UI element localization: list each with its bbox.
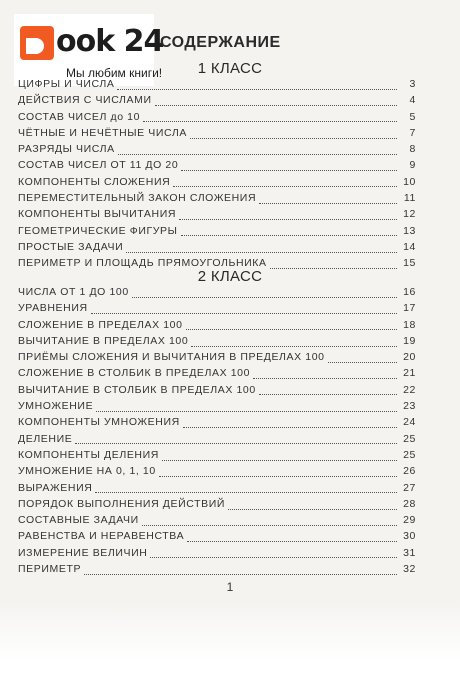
toc-entry-page: 20 (403, 351, 416, 364)
toc-entry-page: 24 (403, 416, 416, 429)
toc-list-grade-2 (18, 286, 416, 579)
toc-entry (18, 208, 416, 224)
toc-entry (18, 547, 416, 563)
toc-entry-page: 9 (409, 159, 416, 172)
toc-entry-title: ПОРЯДОК ВЫПОЛНЕНИЯ ДЕЙСТВИЙ (18, 497, 225, 510)
toc-entry-page: 13 (403, 224, 416, 237)
toc-entry-title: КОМПОНЕНТЫ УМНОЖЕНИЯ (18, 416, 180, 429)
toc-entry (18, 465, 416, 481)
toc-entry-page: 21 (403, 367, 416, 380)
toc-entry-title: СОСТАВ ЧИСЕЛ ОТ 11 ДО 20 (18, 159, 179, 172)
toc-entry-title: КОМПОНЕНТЫ СЛОЖЕНИЯ (18, 175, 171, 188)
logo-b-mark-icon (20, 26, 54, 60)
toc-entry-title: ПЕРИМЕТР И ПЛОЩАДЬ ПРЯМОУГОЛЬНИКА (18, 257, 267, 270)
toc-entry-title: ПРИЁМЫ СЛОЖЕНИЯ И ВЫЧИТАНИЯ В ПРЕДЕЛАХ 100 (18, 351, 325, 364)
toc-entry-page: 15 (403, 257, 416, 270)
toc-entry-title: ПЕРЕМЕСТИТЕЛЬНЫЙ ЗАКОН СЛОЖЕНИЯ (18, 192, 257, 205)
toc-leader-dots (75, 443, 397, 444)
toc-leader-dots (150, 557, 397, 558)
toc-entry-title: КОМПОНЕНТЫ ВЫЧИТАНИЯ (18, 208, 177, 221)
toc-entry (18, 302, 416, 318)
toc-entry-page: 10 (403, 175, 416, 188)
toc-entry-page: 8 (409, 143, 416, 156)
toc-entry (18, 286, 416, 302)
toc-entry-page: 30 (403, 530, 416, 543)
toc-entry (18, 94, 416, 110)
toc-entry (18, 335, 416, 351)
toc-entry-title: УМНОЖЕНИЕ (18, 400, 94, 413)
toc-entry-title: ПРОСТЫЕ ЗАДАЧИ (18, 240, 124, 253)
toc-leader-dots (162, 460, 397, 461)
toc-entry-title: ЧЁТНЫЕ И НЕЧЁТНЫЕ ЧИСЛА (18, 126, 187, 139)
toc-leader-dots (191, 346, 397, 347)
toc-entry-page: 28 (403, 497, 416, 510)
toc-entry (18, 78, 416, 94)
toc-entry-page: 29 (403, 514, 416, 527)
toc-leader-dots (186, 329, 397, 330)
toc-leader-dots (183, 427, 397, 428)
logo-brand-row (20, 22, 164, 62)
toc-leader-dots (95, 492, 397, 493)
toc-entry-page: 18 (403, 318, 416, 331)
toc-leader-dots (84, 574, 397, 575)
toc-entry-page: 4 (409, 94, 416, 107)
toc-leader-dots (155, 105, 397, 106)
toc-leader-dots (228, 509, 397, 510)
toc-entry-title: СОСТАВНЫЕ ЗАДАЧИ (18, 514, 139, 527)
toc-entry-title: ЦИФРЫ И ЧИСЛА (18, 78, 115, 90)
toc-entry-title: ПЕРИМЕТР (18, 563, 82, 576)
toc-entry-page: 14 (403, 240, 416, 253)
toc-entry-title: СОСТАВ ЧИСЕЛ до 10 (18, 110, 141, 123)
toc-leader-dots (91, 313, 397, 314)
toc-entry-page: 12 (403, 208, 416, 221)
toc-leader-dots (173, 186, 397, 187)
toc-entry-title: УМНОЖЕНИЕ НА 0, 1, 10 (18, 465, 156, 478)
toc-entry (18, 319, 416, 335)
toc-leader-dots (179, 219, 397, 220)
toc-entry-title: СЛОЖЕНИЕ В ПРЕДЕЛАХ 100 (18, 318, 183, 331)
toc-entry (18, 111, 416, 127)
toc-entry (18, 400, 416, 416)
toc-leader-dots (181, 170, 397, 171)
toc-entry-title: КОМПОНЕНТЫ ДЕЛЕНИЯ (18, 448, 159, 461)
toc-entry (18, 416, 416, 432)
toc-entry-page: 31 (403, 546, 416, 559)
toc-entry-title: УРАВНЕНИЯ (18, 302, 88, 315)
toc-entry-page: 19 (403, 334, 416, 347)
toc-entry-title: ВЫЧИТАНИЕ В ПРЕДЕЛАХ 100 (18, 334, 189, 347)
section-title-grade-1: 1 КЛАСС (197, 60, 263, 77)
toc-leader-dots (253, 378, 397, 379)
toc-entry (18, 514, 416, 530)
toc-entry-page: 16 (403, 286, 416, 298)
toc-entry-page: 22 (403, 383, 416, 396)
toc-heading: СОДЕРЖАНИЕ (160, 34, 281, 51)
toc-entry (18, 143, 416, 159)
toc-entry (18, 351, 416, 367)
toc-list-grade-1 (18, 78, 416, 274)
toc-leader-dots (117, 89, 397, 90)
toc-entry (18, 192, 416, 208)
toc-leader-dots (190, 138, 397, 139)
toc-entry-title: РАЗРЯДЫ ЧИСЛА (18, 143, 115, 156)
page-number: 1 (226, 580, 234, 594)
toc-entry (18, 530, 416, 546)
toc-entry-title: ДЕЙСТВИЯ С ЧИСЛАМИ (18, 94, 152, 107)
toc-entry-page: 32 (403, 563, 416, 576)
toc-entry (18, 241, 416, 257)
toc-entry-page: 11 (403, 192, 416, 205)
toc-entry (18, 563, 416, 579)
toc-entry-page: 17 (403, 302, 416, 315)
toc-entry-title: РАВЕНСТВА И НЕРАВЕНСТВА (18, 530, 185, 543)
toc-entry-page: 5 (409, 110, 416, 123)
toc-entry-title: ГЕОМЕТРИЧЕСКИЕ ФИГУРЫ (18, 224, 178, 237)
logo-brand-text: ook 24 (56, 24, 164, 59)
toc-entry (18, 384, 416, 400)
toc-entry (18, 127, 416, 143)
toc-leader-dots (159, 476, 397, 477)
toc-leader-dots (259, 394, 397, 395)
toc-leader-dots (126, 252, 397, 253)
toc-leader-dots (259, 203, 397, 204)
toc-entry-page: 3 (409, 78, 416, 90)
toc-leader-dots (143, 121, 397, 122)
toc-entry-page: 25 (403, 432, 416, 445)
toc-entry (18, 433, 416, 449)
toc-entry-title: ИЗМЕРЕНИЕ ВЕЛИЧИН (18, 546, 148, 559)
toc-entry-title: ВЫРАЖЕНИЯ (18, 481, 93, 494)
toc-entry (18, 482, 416, 498)
toc-leader-dots (142, 525, 397, 526)
toc-entry-page: 26 (403, 465, 416, 478)
toc-entry (18, 367, 416, 383)
toc-entry-title: ЧИСЛА ОТ 1 ДО 100 (18, 286, 129, 298)
toc-leader-dots (118, 154, 397, 155)
toc-entry-title: СЛОЖЕНИЕ В СТОЛБИК В ПРЕДЕЛАХ 100 (18, 367, 251, 380)
toc-entry-page: 27 (403, 481, 416, 494)
logo-slogan: Мы любим книги! (66, 66, 163, 80)
toc-leader-dots (181, 235, 397, 236)
toc-leader-dots (187, 541, 397, 542)
toc-leader-dots (96, 411, 397, 412)
toc-entry-page: 25 (403, 448, 416, 461)
toc-entry-page: 7 (409, 126, 416, 139)
toc-entry (18, 449, 416, 465)
toc-entry-page: 23 (403, 400, 416, 413)
toc-entry (18, 225, 416, 241)
toc-entry (18, 159, 416, 175)
toc-leader-dots (328, 362, 397, 363)
toc-entry (18, 498, 416, 514)
toc-entry-title: ВЫЧИТАНИЕ В СТОЛБИК В ПРЕДЕЛАХ 100 (18, 383, 256, 396)
section-title-grade-2: 2 КЛАСС (197, 268, 263, 285)
toc-entry (18, 176, 416, 192)
toc-leader-dots (132, 297, 397, 298)
page-shadow (0, 600, 460, 685)
toc-entry-title: ДЕЛЕНИЕ (18, 432, 73, 445)
